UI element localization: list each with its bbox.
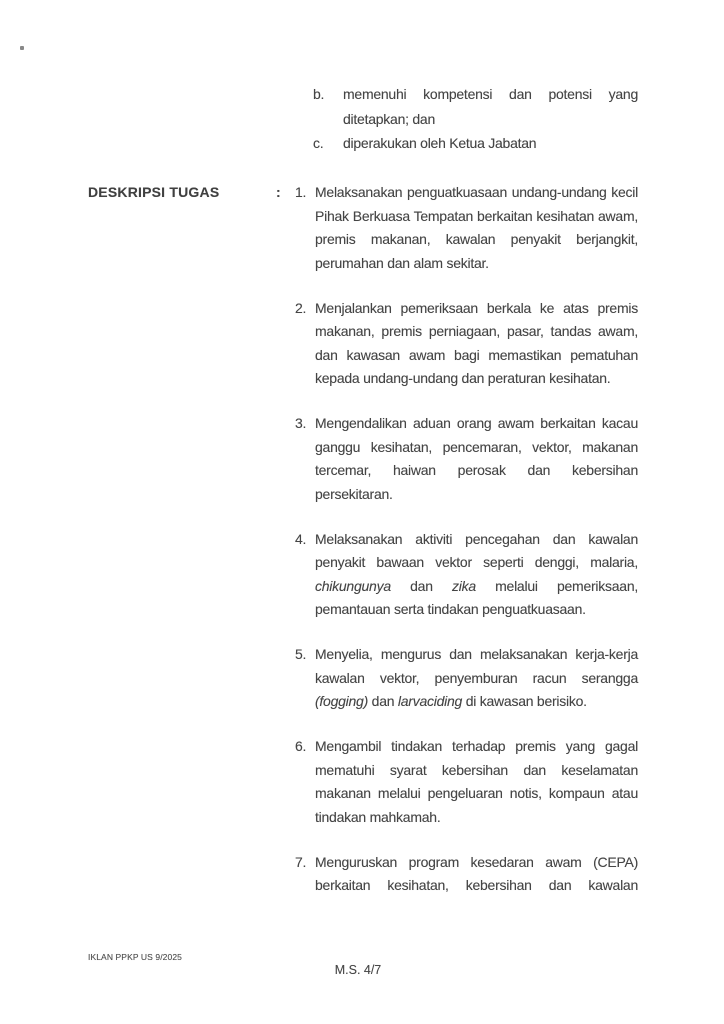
task-text-italic-segment: (fogging) (315, 693, 369, 709)
task-list-item (295, 412, 638, 506)
list-item-marker: b. (313, 86, 325, 102)
list-item-text: memenuhi kompetensi dan potensi yang ditetapkan; dan (343, 86, 638, 127)
footer-reference: IKLAN PPKP US 9/2025 (88, 952, 182, 962)
qualification-sublist (313, 82, 638, 156)
task-list-item (295, 643, 638, 714)
task-number: 5. (295, 646, 307, 662)
scan-artifact-dot (20, 46, 24, 50)
task-text-segment: Menyelia, mengurus dan melaksanakan kerja-kerja kawalan vektor, penyemburan racun serangga (315, 646, 638, 686)
task-list-item (295, 528, 638, 622)
task-text (315, 297, 638, 391)
task-text-segment: di kawasan berisiko. (462, 693, 587, 709)
section-title: DESKRIPSI TUGAS (88, 184, 220, 200)
list-item (313, 131, 638, 156)
task-text (315, 735, 638, 829)
task-text-segment: dan (390, 577, 452, 594)
task-number: 6. (295, 738, 307, 754)
task-number: 2. (295, 299, 307, 316)
task-text-italic-segment: chikungunya (315, 577, 391, 594)
list-item-marker: c. (313, 135, 324, 151)
task-number: 3. (295, 415, 307, 431)
task-text-segment: Mengambil tindakan terhadap premis yang gagal mematuhi syarat kebersihan dan keselamatan makanan melalui pengeluaran notis, kompaun atau tindakan mahkamah. (315, 738, 638, 825)
task-text-segment: Melaksanakan aktiviti pencegahan dan kawalan penyakit bawaan vektor seperti denggi, malaria, (315, 530, 638, 570)
task-number: 7. (295, 853, 307, 870)
task-number: 4. (295, 530, 307, 547)
task-text-segment: Menguruskan program kesedaran awam (CEPA) berkaitan kesihatan, kebersihan dan kawalan (315, 853, 638, 893)
task-text (315, 851, 638, 898)
task-list-item (295, 181, 638, 275)
list-item (313, 82, 638, 131)
task-text-segment: Menjalankan pemeriksaan berkala ke atas premis makanan, premis perniagaan, pasar, tandas awam, dan kawasan awam bagi memastikan pematuhan kepada undang-undang dan peraturan kesihatan. (315, 299, 638, 386)
task-number: 1. (295, 184, 307, 200)
task-text (315, 412, 638, 506)
task-text (315, 181, 638, 275)
task-list-item (295, 735, 638, 829)
task-list-item (295, 297, 638, 391)
list-item-text: diperakukan oleh Ketua Jabatan (343, 135, 537, 151)
section-separator: : (276, 184, 281, 200)
task-text-segment: Mengendalikan aduan orang awam berkaitan kacau ganggu kesihatan, pencemaran, vektor, makanan tercemar, haiwan perosak dan kebersihan persekitaran. (315, 415, 638, 502)
task-text (315, 528, 638, 622)
task-text-segment: melalui pemeriksaan, pemantauan serta tindakan penguatkuasaan. (315, 577, 638, 617)
task-text-segment: Melaksanakan penguatkuasaan undang-undang kecil Pihak Berkuasa Tempatan berkaitan kesihatan awam, premis makanan, kawalan penyakit berjangkit, perumahan dan alam sekitar. (315, 184, 638, 271)
task-text-italic-segment: zika (451, 577, 476, 594)
task-text-italic-segment: larvaciding (397, 693, 463, 709)
page-number: M.S. 4/7 (334, 963, 382, 977)
task-text-segment: dan (368, 693, 398, 709)
task-text (315, 643, 638, 714)
task-list (295, 181, 638, 919)
task-list-item (295, 851, 638, 898)
